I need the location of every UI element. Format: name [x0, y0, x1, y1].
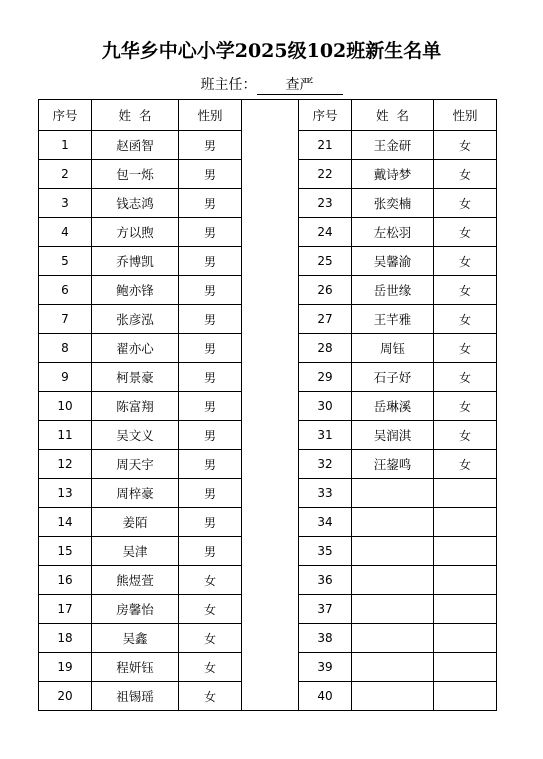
student-name: 左松羽 — [352, 218, 434, 247]
student-gender — [434, 537, 497, 566]
student-gender: 男 — [179, 160, 242, 189]
student-gender — [434, 653, 497, 682]
student-gender: 女 — [179, 566, 242, 595]
student-no: 9 — [39, 363, 92, 392]
student-gender: 男 — [179, 421, 242, 450]
teacher-label: 班主任： — [200, 77, 257, 93]
header-no-left: 序号 — [39, 100, 92, 131]
student-no: 12 — [39, 450, 92, 479]
student-gender: 女 — [179, 595, 242, 624]
student-name — [352, 537, 434, 566]
student-gender: 男 — [179, 479, 242, 508]
student-gender: 女 — [434, 160, 497, 189]
student-gender: 男 — [179, 218, 242, 247]
header-no-right: 序号 — [299, 100, 352, 131]
student-gender: 女 — [434, 189, 497, 218]
student-no: 39 — [299, 653, 352, 682]
student-name: 陈富翔 — [92, 392, 179, 421]
student-gender: 女 — [434, 247, 497, 276]
student-gender: 女 — [434, 421, 497, 450]
student-name: 石子妤 — [352, 363, 434, 392]
student-name: 翟亦心 — [92, 334, 179, 363]
student-gender: 女 — [179, 624, 242, 653]
student-no: 11 — [39, 421, 92, 450]
student-gender: 男 — [179, 247, 242, 276]
header-gender-left: 性别 — [179, 100, 242, 131]
student-no: 33 — [299, 479, 352, 508]
student-name: 吴鑫 — [92, 624, 179, 653]
student-name: 周天宇 — [92, 450, 179, 479]
student-name: 张奕楠 — [352, 189, 434, 218]
page-title: 九华乡中心小学2025级102班新生名单 — [101, 40, 442, 62]
student-no: 1 — [39, 131, 92, 160]
student-name — [352, 508, 434, 537]
student-name: 钱志鸿 — [92, 189, 179, 218]
student-gender: 男 — [179, 305, 242, 334]
student-no: 24 — [299, 218, 352, 247]
student-no: 20 — [39, 682, 92, 711]
student-gender: 女 — [434, 276, 497, 305]
student-no: 2 — [39, 160, 92, 189]
student-name — [352, 653, 434, 682]
student-name: 吴文义 — [92, 421, 179, 450]
student-gender — [434, 595, 497, 624]
student-no: 10 — [39, 392, 92, 421]
student-name: 吴馨渝 — [352, 247, 434, 276]
student-gender: 女 — [434, 334, 497, 363]
student-gender — [434, 479, 497, 508]
student-no: 40 — [299, 682, 352, 711]
student-no: 37 — [299, 595, 352, 624]
student-no: 22 — [299, 160, 352, 189]
student-no: 7 — [39, 305, 92, 334]
student-no: 13 — [39, 479, 92, 508]
student-no: 38 — [299, 624, 352, 653]
student-name: 张彦泓 — [92, 305, 179, 334]
student-name: 赵函智 — [92, 131, 179, 160]
student-name: 吴润淇 — [352, 421, 434, 450]
student-no: 15 — [39, 537, 92, 566]
student-name: 戴诗梦 — [352, 160, 434, 189]
student-gender: 女 — [434, 218, 497, 247]
student-name: 周钰 — [352, 334, 434, 363]
header-name-left: 姓 名 — [92, 100, 179, 131]
student-name — [352, 624, 434, 653]
student-gender: 男 — [179, 392, 242, 421]
student-gender: 男 — [179, 189, 242, 218]
student-name: 熊煜萱 — [92, 566, 179, 595]
student-no: 21 — [299, 131, 352, 160]
student-no: 8 — [39, 334, 92, 363]
student-no: 6 — [39, 276, 92, 305]
student-no: 36 — [299, 566, 352, 595]
student-name: 方以煦 — [92, 218, 179, 247]
student-no: 35 — [299, 537, 352, 566]
student-no: 4 — [39, 218, 92, 247]
student-gender: 男 — [179, 450, 242, 479]
student-name — [352, 682, 434, 711]
table-header-row — [39, 100, 497, 131]
student-no: 14 — [39, 508, 92, 537]
student-name: 汪鋆鸣 — [352, 450, 434, 479]
student-gender: 女 — [434, 450, 497, 479]
student-no: 28 — [299, 334, 352, 363]
header-name-right: 姓 名 — [352, 100, 434, 131]
student-no: 34 — [299, 508, 352, 537]
student-gender: 女 — [434, 392, 497, 421]
student-gender: 男 — [179, 508, 242, 537]
student-name: 王芊雅 — [352, 305, 434, 334]
homeroom-teacher — [0, 74, 543, 95]
student-name: 姜陌 — [92, 508, 179, 537]
student-gender: 女 — [179, 653, 242, 682]
student-gender: 男 — [179, 537, 242, 566]
student-name: 房馨怡 — [92, 595, 179, 624]
student-name: 鲍亦锋 — [92, 276, 179, 305]
student-gender: 女 — [434, 363, 497, 392]
student-gender — [434, 566, 497, 595]
student-gender: 男 — [179, 363, 242, 392]
student-gender: 男 — [179, 334, 242, 363]
student-name — [352, 595, 434, 624]
student-no: 31 — [299, 421, 352, 450]
student-no: 19 — [39, 653, 92, 682]
student-name: 乔博凯 — [92, 247, 179, 276]
student-name: 岳琳溪 — [352, 392, 434, 421]
student-no: 30 — [299, 392, 352, 421]
student-no: 27 — [299, 305, 352, 334]
student-gender — [434, 682, 497, 711]
student-no: 25 — [299, 247, 352, 276]
student-no: 32 — [299, 450, 352, 479]
student-name: 周梓豪 — [92, 479, 179, 508]
student-no: 26 — [299, 276, 352, 305]
student-gender: 男 — [179, 131, 242, 160]
student-gender — [434, 508, 497, 537]
student-name: 程妍钰 — [92, 653, 179, 682]
student-gender: 女 — [434, 131, 497, 160]
student-no: 16 — [39, 566, 92, 595]
student-no: 18 — [39, 624, 92, 653]
student-name — [352, 566, 434, 595]
student-no: 3 — [39, 189, 92, 218]
student-name: 柯景豪 — [92, 363, 179, 392]
student-no: 29 — [299, 363, 352, 392]
student-gender: 女 — [179, 682, 242, 711]
student-name: 王金研 — [352, 131, 434, 160]
student-name: 岳世缘 — [352, 276, 434, 305]
student-no: 17 — [39, 595, 92, 624]
student-gender — [434, 624, 497, 653]
student-no: 5 — [39, 247, 92, 276]
student-gender: 男 — [179, 276, 242, 305]
student-roster-table — [38, 99, 497, 711]
student-no: 23 — [299, 189, 352, 218]
student-name — [352, 479, 434, 508]
student-name: 包一烁 — [92, 160, 179, 189]
teacher-name: 查严 — [257, 77, 343, 95]
header-gender-right: 性别 — [434, 100, 497, 131]
student-name: 吴津 — [92, 537, 179, 566]
student-name: 祖锡瑶 — [92, 682, 179, 711]
column-spacer — [242, 100, 299, 711]
student-gender: 女 — [434, 305, 497, 334]
